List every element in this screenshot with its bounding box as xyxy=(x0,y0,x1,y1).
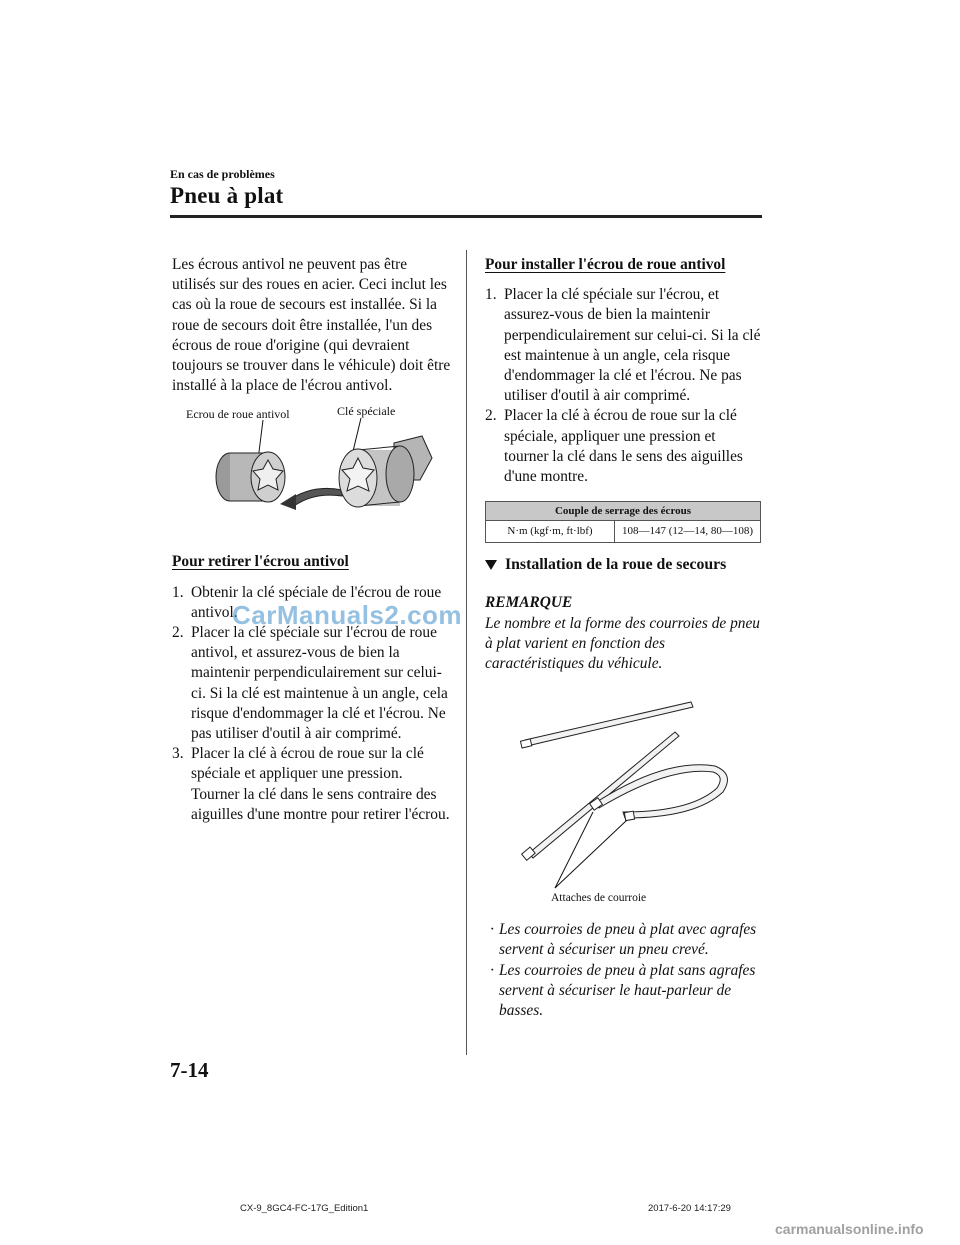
step-number: 1. xyxy=(172,583,184,601)
install-step xyxy=(485,285,763,406)
note-title: REMARQUE xyxy=(485,594,573,612)
install-steps xyxy=(485,285,763,487)
footer-timestamp: 2017-6-20 14:17:29 xyxy=(648,1203,731,1214)
step-text: Placer la clé spéciale sur l'écrou, et assurez-vous de bien la maintenir perpendiculairement sur celui-ci. Si la clé est maintenue à un angle, cela risque d'endommager la clé et l'écrou. Ne pas utiliser d'outil à air comprimé. xyxy=(504,286,761,405)
step-number: 3. xyxy=(172,745,184,763)
remove-step xyxy=(172,623,454,744)
step-text: Placer la clé à écrou de roue sur la clé spéciale et appliquer une pression. Tourner la clé dans le sens contraire des aiguilles d'une montre pour retirer l'écrou. xyxy=(191,745,450,823)
bullet-text: Les courroies de pneu à plat sans agrafes servent à sécuriser le haut-parleur de basses. xyxy=(499,961,756,1020)
install-heading: Pour installer l'écrou de roue antivol xyxy=(485,256,726,273)
section-label: En cas de problèmes xyxy=(170,167,275,181)
step-text: Obtenir la clé spéciale de l'écrou de roue antivol. xyxy=(191,583,442,621)
step-text: Placer la clé spéciale sur l'écrou de roue antivol, et assurez-vous de bien la maintenir perpendiculairement sur celui-ci. Si la clé est maintenue à un angle, cela risque d'endommager la clé et l'écrou. Ne pas utiliser d'outil à air comprimé. xyxy=(191,624,448,743)
left-column xyxy=(172,255,454,825)
bullet-text: Les courroies de pneu à plat avec agrafes servent à sécuriser un pneu crevé. xyxy=(499,921,757,959)
strap-illustration xyxy=(485,688,763,900)
bullet-dot-icon: · xyxy=(490,921,494,939)
watermark-top: CarManuals2.com xyxy=(232,600,463,630)
step-number: 2. xyxy=(485,407,497,425)
right-column xyxy=(485,255,763,1021)
note-text: Le nombre et la forme des courroies de pneu à plat varient en fonction des caractéristiques du véhicule. xyxy=(485,614,760,673)
torque-unit-cell: N·m (kgf·m, ft·lbf) xyxy=(486,521,615,543)
step-text: Placer la clé à écrou de roue sur la clé spéciale, appliquer une pression et tourner la clé dans le sens des aiguilles d'une montre. xyxy=(504,407,743,486)
table-row xyxy=(486,521,761,543)
step-number: 2. xyxy=(172,624,184,642)
triangle-down-icon xyxy=(485,560,497,570)
torque-value-cell: 108—147 (12—14, 80—108) xyxy=(615,521,761,543)
strap-clip-label: Attaches de courroie xyxy=(551,892,647,905)
step-number: 1. xyxy=(485,286,497,304)
torque-table-header: Couple de serrage des écrous xyxy=(486,502,761,521)
list-item xyxy=(485,961,763,1022)
bullet-dot-icon: · xyxy=(490,961,494,979)
install-step xyxy=(485,406,763,487)
torque-table xyxy=(485,501,761,543)
lock-nut-figure xyxy=(172,398,454,522)
title-rule xyxy=(170,215,762,218)
remove-step xyxy=(172,744,454,825)
column-divider xyxy=(466,250,467,1055)
spare-wheel-heading xyxy=(485,555,763,575)
bullet-list xyxy=(485,920,763,1021)
page-number: 7-14 xyxy=(170,1058,209,1082)
remove-heading: Pour retirer l'écrou antivol xyxy=(172,553,349,571)
page-title: Pneu à plat xyxy=(170,183,284,208)
key-label: Clé spéciale xyxy=(337,404,396,419)
nut-label: Ecrou de roue antivol xyxy=(186,407,290,422)
list-item xyxy=(485,920,763,960)
spare-wheel-heading-text: Installation de la roue de secours xyxy=(505,556,727,574)
intro-paragraph: Les écrous antivol ne peuvent pas être utilisés sur des roues en acier. Ceci inclut les cas où la roue de secours est installée. Si la roue de secours doit être installée, l'un des écrous de roue d'origine (qui devraient toujours se trouver dans le véhicule) doit être installé à la place de l'écrou antivol. xyxy=(172,256,451,395)
strap-figure xyxy=(485,688,763,905)
footer-edition: CX-9_8GC4-FC-17G_Edition1 xyxy=(240,1203,369,1214)
watermark-bottom: carmanualsonline.info xyxy=(775,1221,924,1237)
